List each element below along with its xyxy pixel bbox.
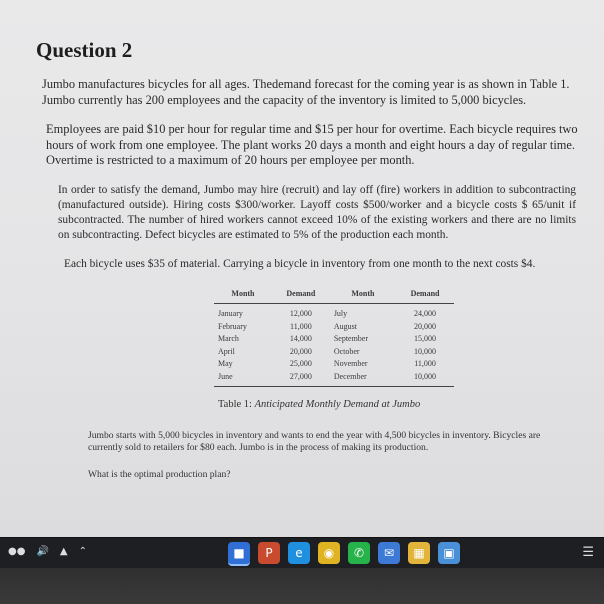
table-cell: 24,000 bbox=[414, 309, 437, 318]
document-page bbox=[36, 38, 576, 497]
demand-table bbox=[214, 286, 454, 387]
file-explorer-icon[interactable]: ▦ bbox=[408, 542, 430, 564]
table-cell: February bbox=[218, 321, 247, 331]
table-cell: August bbox=[333, 321, 357, 331]
table-cell: December bbox=[330, 371, 396, 387]
taskbar-apps bbox=[228, 542, 460, 566]
table-cell: May bbox=[218, 359, 233, 368]
table-cell: July bbox=[333, 309, 348, 318]
table-row bbox=[214, 304, 454, 321]
table-cell: 11,000 bbox=[290, 321, 312, 331]
paragraph-wages: Employees are paid $10 per hour for regular time and $15 per hour for overtime. Each bicycle requires two hours of work from one employee. The plant works 20 days a month and eight hours a day of regular time. Overtime is restricted to a maximum of 20 hours per employee per month. bbox=[46, 122, 578, 167]
store-icon[interactable]: ▣ bbox=[438, 542, 460, 564]
table-cell: January bbox=[218, 309, 243, 318]
table-header: Month bbox=[214, 286, 272, 304]
caption-label: Table 1: bbox=[218, 399, 252, 410]
mail-icon[interactable]: ✉ bbox=[378, 542, 400, 564]
table-cell: 27,000 bbox=[272, 371, 330, 387]
edge-icon[interactable]: e bbox=[288, 542, 310, 564]
table-cell: 25,000 bbox=[289, 359, 312, 368]
table-cell: 20,000 bbox=[289, 346, 312, 356]
chrome-icon[interactable]: ◉ bbox=[318, 542, 340, 564]
paragraph-inventory: Jumbo starts with 5,000 bicycles in inventory and wants to end the year with 4,500 bicycles in inventory. Bicycles are currently sold to retailers for $80 each. Jumbo is in the process of making its production. bbox=[88, 430, 541, 453]
table-cell: March bbox=[218, 334, 239, 343]
camera-app-icon[interactable]: ■ bbox=[228, 542, 250, 566]
table-header: Demand bbox=[396, 286, 454, 304]
table-cell: November bbox=[333, 359, 368, 368]
table-cell: 12,000 bbox=[289, 309, 312, 318]
system-tray bbox=[8, 546, 87, 557]
table-cell: April bbox=[218, 346, 235, 356]
paragraph-material: Each bicycle uses $35 of material. Carrying a bicycle in inventory from one month to the next costs $4. bbox=[64, 257, 536, 270]
notification-icon[interactable]: ☰ bbox=[582, 545, 594, 560]
table-cell: October bbox=[333, 346, 360, 356]
paragraph-intro: Jumbo manufactures bicycles for all ages. Thedemand forecast for the coming year is as shown in Table 1. Jumbo currently has 200 employees and the capacity of the inventory is limited to 5,000 bicycles. bbox=[42, 77, 570, 107]
table-cell: 20,000 bbox=[414, 321, 437, 331]
question-title: Question 2 bbox=[36, 38, 133, 62]
paragraph-question: What is the optimal production plan? bbox=[88, 469, 231, 480]
caption-text: Anticipated Monthly Demand at Jumbo bbox=[254, 399, 421, 410]
table-row bbox=[214, 358, 454, 371]
table-cell: 10,000 bbox=[414, 346, 437, 356]
table-header-row bbox=[214, 286, 454, 304]
table-cell: June bbox=[214, 371, 272, 387]
table-cell: September bbox=[333, 334, 369, 343]
network-icon[interactable]: ●● bbox=[8, 546, 26, 557]
table-cell: 14,000 bbox=[289, 334, 312, 343]
table-cell: 15,000 bbox=[414, 334, 437, 343]
table-cell: 11,000 bbox=[414, 359, 436, 368]
table-row bbox=[214, 371, 454, 387]
table-cell: 10,000 bbox=[396, 371, 454, 387]
table-header: Demand bbox=[272, 286, 330, 304]
table-header: Month bbox=[330, 286, 396, 304]
table-row bbox=[214, 346, 454, 359]
chevron-up-icon[interactable]: ⌃ bbox=[78, 546, 87, 557]
table-caption bbox=[218, 399, 576, 410]
volume-icon[interactable]: 🔊 bbox=[36, 546, 49, 557]
battery-icon[interactable]: ▲ bbox=[59, 546, 68, 557]
powerpoint-icon[interactable]: P bbox=[258, 542, 280, 564]
whatsapp-icon[interactable]: ✆ bbox=[348, 542, 370, 564]
monitor-bezel bbox=[0, 568, 604, 604]
demand-table-wrapper bbox=[214, 286, 454, 387]
paragraph-hiring: In order to satisfy the demand, Jumbo may hire (recruit) and lay off (fire) workers in addition to subcontracting (manufactured outside). Hiring costs $300/worker. Layoff costs $500/worker and a bicycle costs $ 65/unit if subcontracted. The number of hired workers cannot exceed 10% of the existing workers and there are no limits on subcontracting. Defect bicycles are estimated to 5% of the production each month. bbox=[58, 183, 576, 241]
table-row bbox=[214, 333, 454, 346]
taskbar bbox=[0, 537, 604, 568]
table-row bbox=[214, 321, 454, 334]
